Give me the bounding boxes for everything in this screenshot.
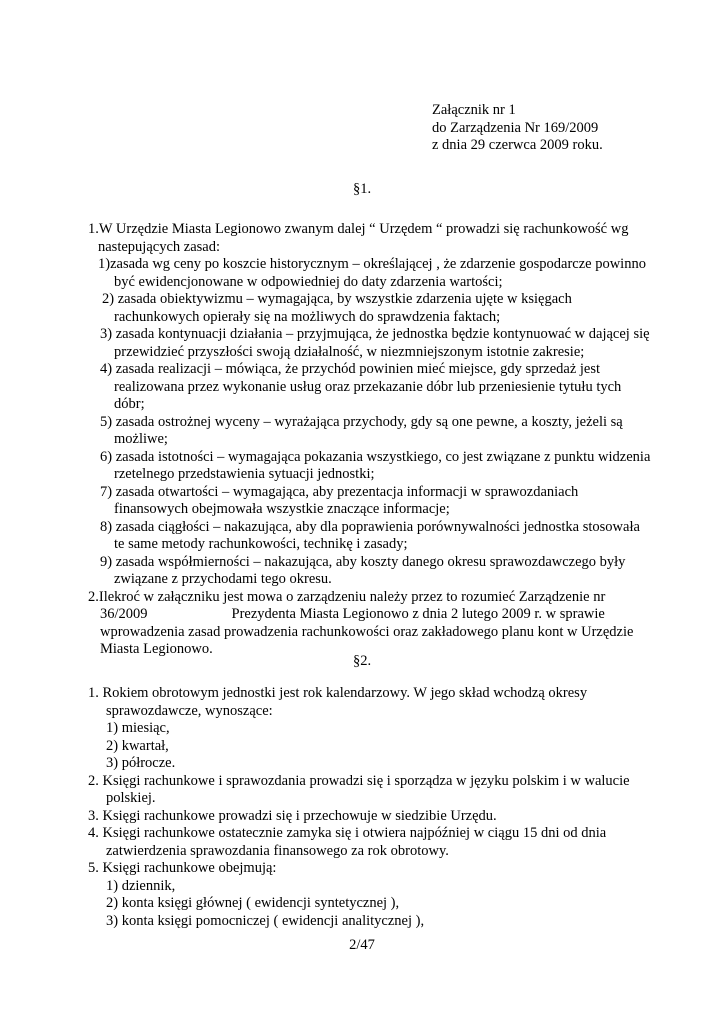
s1-sub4-line2: realizowana przez wykonanie usług oraz przekazanie dóbr lub przeniesienie tytułu tych bbox=[114, 378, 622, 395]
attachment-line-2: do Zarządzenia Nr 169/2009 bbox=[432, 119, 599, 136]
s1-sub1-line1: 1)zasada wg ceny po koszcie historycznym – określającej , że zdarzenie gospodarcze powinno bbox=[98, 256, 646, 272]
s1-sub2-line1: 2) zasada obiektywizmu – wymagająca, by wszystkie zdarzenia ujęte w księgach bbox=[102, 291, 572, 307]
s1-sub3-line2: przewidzieć przyszłości swoją działalność, w niezmniejszonym istotnie zakresie; bbox=[114, 343, 585, 360]
s1-sub3-line1: 3) zasada kontynuacji działania – przyjmująca, że jednostka będzie kontynuować w dającej się bbox=[100, 326, 650, 342]
s2-item5-sub1: 1) dziennik, bbox=[106, 877, 176, 894]
s1-sub4-line1: 4) zasada realizacji – mówiąca, że przychód powinien mieć miejsce, gdy sprzedaż jest bbox=[100, 361, 601, 377]
s1-item2-line2-rest: Prezydenta Miasta Legionowo z dnia 2 lutego 2009 r. w sprawie bbox=[231, 606, 605, 622]
s1-sub9-line2: związane z przychodami tego okresu. bbox=[114, 571, 332, 587]
page-number: 2/47 bbox=[349, 937, 375, 953]
s1-sub7-line2: finansowych obejmowała wszystkie znaczące informacje; bbox=[114, 501, 450, 517]
s2-item5-sub3: 3) konta księgi pomocniczej ( ewidencji analitycznej ), bbox=[106, 912, 425, 929]
s2-item2-line2: polskiej. bbox=[106, 790, 156, 806]
s1-sub4-line3: dóbr; bbox=[114, 396, 145, 412]
s1-item2-line3: wprowadzenia zasad prowadzenia rachunkowości oraz zakładowego planu kont w Urzędzie bbox=[100, 623, 634, 640]
s2-item1-sub1: 1) miesiąc, bbox=[106, 720, 170, 736]
attachment-line-1: Załącznik nr 1 bbox=[432, 102, 516, 118]
s2-item1-sub3: 3) półrocze. bbox=[106, 755, 176, 771]
s1-sub6-line2: rzetelnego przedstawienia sytuacji jednostki; bbox=[114, 466, 375, 482]
s1-sub1-line2: być ewidencjonowane w odpowiedniej do daty zdarzenia wartości; bbox=[114, 273, 503, 290]
s2-item1-line2: sprawozdawcze, wynoszące: bbox=[106, 702, 273, 719]
s2-item2-line1: 2. Księgi rachunkowe i sprawozdania prowadzi się i sporządza w języku polskim i w walucie bbox=[88, 772, 630, 789]
s2-item1-line1: 1. Rokiem obrotowym jednostki jest rok kalendarzowy. W jego skład wchodzą okresy bbox=[88, 685, 588, 701]
s1-item2-number: 36/2009 bbox=[100, 606, 148, 622]
attachment-header bbox=[432, 102, 603, 155]
section-1-body bbox=[88, 221, 656, 659]
s1-item1-line2: nastepujących zasad: bbox=[98, 238, 220, 255]
s1-sub7-line1: 7) zasada otwartości – wymagająca, aby prezentacja informacji w sprawozdaniach bbox=[100, 483, 579, 500]
s1-item2-line4: Miasta Legionowo. bbox=[100, 641, 213, 657]
section-1-title: §1. bbox=[352, 181, 372, 197]
s1-sub8-line1: 8) zasada ciągłości – nakazująca, aby dla poprawienia porównywalności jednostka stosowała bbox=[100, 518, 640, 535]
s1-sub5-line2: możliwe; bbox=[114, 431, 168, 447]
s1-sub9-line1: 9) zasada współmierności – nakazująca, aby koszty danego okresu sprawozdawczego były bbox=[100, 553, 626, 570]
s2-item4-line1: 4. Księgi rachunkowe ostatecznie zamyka się i otwiera najpóźniej w ciągu 15 dni od dnia bbox=[88, 825, 607, 841]
section-2-title: §2. bbox=[352, 653, 372, 669]
s2-item5-line1: 5. Księgi rachunkowe obejmują: bbox=[88, 860, 277, 876]
s2-item1-sub2: 2) kwartał, bbox=[106, 737, 169, 754]
s1-sub2-line2: rachunkowych opierały się na możliwych do sprawdzenia faktach; bbox=[114, 308, 501, 325]
s1-item2-line2 bbox=[88, 606, 656, 624]
s1-sub5-line1: 5) zasada ostrożnej wyceny – wyrażająca przychody, gdy są one pewne, a koszty, jeżeli są bbox=[100, 413, 623, 430]
s1-sub6-line1: 6) zasada istotności – wymagająca pokazania wszystkiego, co jest związane z punktu widzenia bbox=[100, 448, 651, 465]
s1-sub8-line2: te same metody rachunkowości, technikę i zasady; bbox=[114, 536, 408, 552]
s1-item1-line1: 1.W Urzędzie Miasta Legionowo zwanym dalej “ Urzędem “ prowadzi się rachunkowość wg bbox=[88, 221, 629, 237]
s2-item3-line1: 3. Księgi rachunkowe prowadzi się i przechowuje w siedzibie Urzędu. bbox=[88, 807, 497, 824]
s2-item4-line2: zatwierdzenia sprawozdania finansowego za rok obrotowy. bbox=[106, 842, 449, 859]
s2-item5-sub2: 2) konta księgi głównej ( ewidencji syntetycznej ), bbox=[106, 895, 400, 911]
attachment-line-3: z dnia 29 czerwca 2009 roku. bbox=[432, 137, 603, 153]
s1-item2-line1: 2.Ilekroć w załączniku jest mowa o zarządzeniu należy przez to rozumieć Zarządzenie nr bbox=[88, 588, 606, 605]
section-2-body bbox=[88, 685, 656, 930]
